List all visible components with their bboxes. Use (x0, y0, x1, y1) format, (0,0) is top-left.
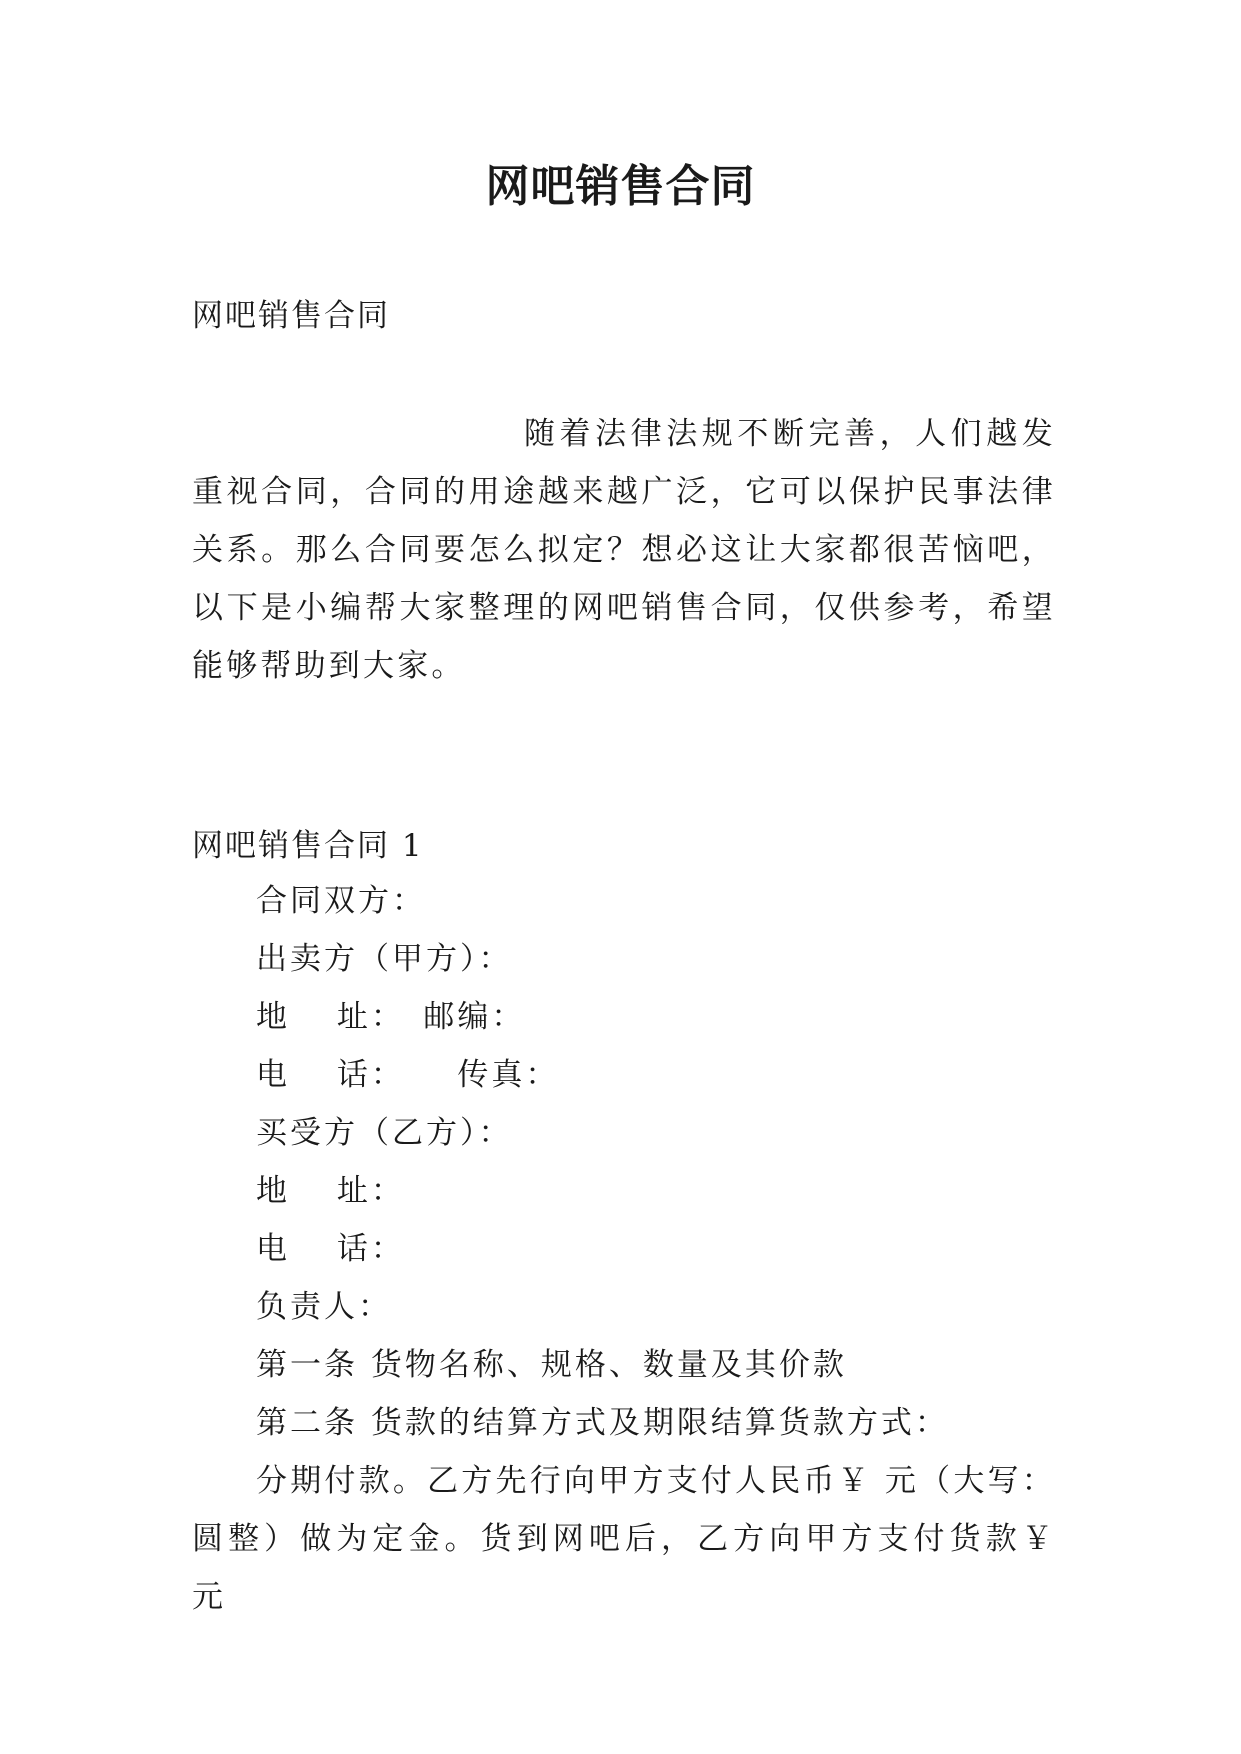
seller-phone-line: 电 话： 传真： (256, 1057, 560, 1093)
buyer-line: 买受方（乙方）： (256, 1115, 513, 1151)
document-title: 网吧销售合同 (485, 161, 756, 212)
contract-section (192, 820, 1056, 1626)
article-1-line: 第一条 货物名称、规格、数量及其价款 (256, 1347, 847, 1383)
buyer-address-line: 地 址： (256, 1173, 405, 1209)
payment-paragraph: 分期付款。乙方先行向甲方支付人民币￥ 元（大写：圆整）做为定金。货到网吧后，乙方向甲方支付货款￥ 元 (192, 1463, 1056, 1615)
responsible-person-line: 负责人： (256, 1289, 392, 1325)
article-2-line: 第二条 货款的结算方式及期限结算货款方式： (256, 1405, 949, 1441)
section-title: 网吧销售合同 1 (192, 828, 424, 864)
parties-line: 合同双方： (256, 883, 426, 919)
seller-line: 出卖方（甲方）： (256, 941, 513, 977)
seller-address-line: 地 址： 邮编： (256, 999, 526, 1035)
intro-paragraph: 随着法律法规不断完善，人们越发重视合同，合同的用途越来越广泛，它可以保护民事法律关系。那么合同要怎么拟定？想必这让大家都很苦恼吧，以下是小编帮大家整理的网吧销售合同，仅供参考，希望能够帮助到大家。 (192, 416, 1056, 684)
buyer-phone-line: 电 话： (256, 1231, 405, 1267)
document-subtitle: 网吧销售合同 (192, 298, 390, 334)
